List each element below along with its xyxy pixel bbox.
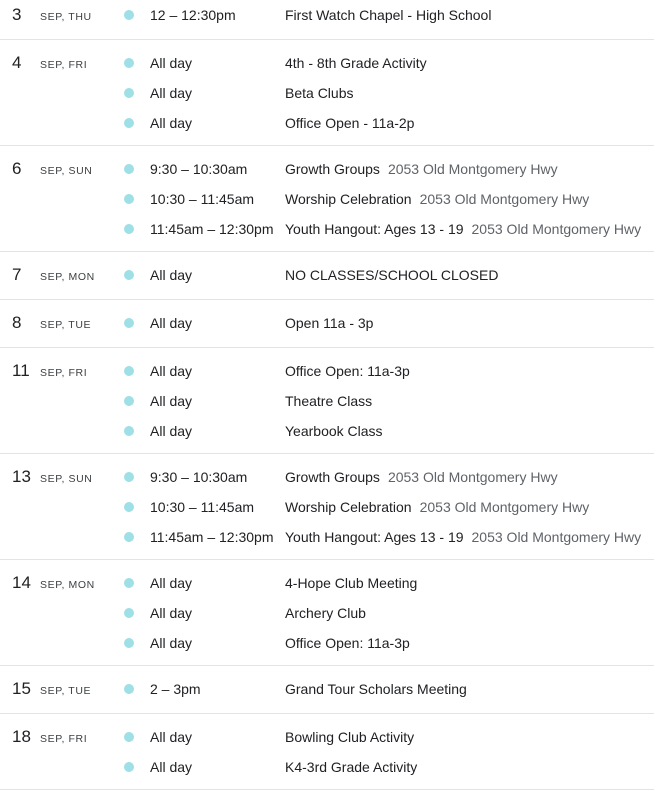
day-number: 8 (12, 313, 22, 332)
event-title: Office Open - 11a-2p (285, 115, 415, 131)
event-title: Worship Celebration (285, 191, 412, 207)
day-date (0, 722, 118, 782)
event-item[interactable] (118, 522, 654, 552)
event-item[interactable] (118, 492, 654, 522)
event-title: NO CLASSES/SCHOOL CLOSED (285, 267, 499, 283)
event-item[interactable] (118, 184, 654, 214)
day-events (118, 308, 654, 340)
event-time: All day (150, 315, 193, 331)
day-label: SEP, MON (40, 271, 95, 283)
event-color-dot-icon (124, 684, 134, 694)
event-color-dot-icon (124, 396, 134, 406)
day-group (0, 714, 654, 790)
event-item[interactable] (118, 568, 654, 598)
day-number: 3 (12, 5, 22, 24)
event-location: 2053 Old Montgomery Hwy (471, 529, 642, 545)
day-label: SEP, MON (40, 579, 95, 591)
event-item[interactable] (118, 386, 654, 416)
event-title: 4-Hope Club Meeting (285, 575, 418, 591)
day-date (0, 308, 118, 340)
day-date (0, 154, 118, 244)
day-group (0, 454, 654, 560)
day-number: 6 (12, 159, 22, 178)
day-number: 14 (12, 573, 31, 592)
event-location: 2053 Old Montgomery Hwy (471, 221, 642, 237)
event-title: Beta Clubs (285, 85, 354, 101)
day-date (0, 568, 118, 658)
day-events (118, 48, 654, 138)
event-time: 2 – 3pm (150, 681, 201, 697)
event-item[interactable] (118, 260, 654, 290)
event-time: 10:30 – 11:45am (150, 499, 255, 515)
event-time: All day (150, 363, 193, 379)
day-number: 7 (12, 265, 22, 284)
event-location: 2053 Old Montgomery Hwy (387, 469, 558, 485)
event-time: All day (150, 729, 193, 745)
day-number: 18 (12, 727, 31, 746)
day-date (0, 356, 118, 446)
event-color-dot-icon (124, 472, 134, 482)
event-time: All day (150, 115, 193, 131)
event-item[interactable] (118, 416, 654, 446)
event-time: 10:30 – 11:45am (150, 191, 255, 207)
event-time: All day (150, 575, 193, 591)
event-title: Youth Hangout: Ages 13 - 19 (285, 221, 464, 237)
event-title: Worship Celebration (285, 499, 412, 515)
event-color-dot-icon (124, 10, 134, 20)
event-item[interactable] (118, 214, 654, 244)
event-color-dot-icon (124, 578, 134, 588)
day-events (118, 674, 654, 706)
event-color-dot-icon (124, 608, 134, 618)
event-title: Office Open: 11a-3p (285, 635, 410, 651)
event-color-dot-icon (124, 270, 134, 280)
day-date (0, 0, 118, 32)
day-label: SEP, TUE (40, 319, 92, 331)
event-title: Open 11a - 3p (285, 315, 374, 331)
event-time: All day (150, 635, 193, 651)
event-time: 11:45am – 12:30pm (150, 529, 274, 545)
event-color-dot-icon (124, 164, 134, 174)
event-color-dot-icon (124, 732, 134, 742)
day-label: SEP, SUN (40, 473, 93, 485)
event-time: All day (150, 393, 193, 409)
event-item[interactable] (118, 598, 654, 628)
day-date (0, 260, 118, 292)
event-color-dot-icon (124, 118, 134, 128)
day-group (0, 146, 654, 252)
event-title: Growth Groups (285, 161, 380, 177)
day-number: 11 (12, 361, 30, 380)
event-item[interactable] (118, 0, 654, 30)
event-title: Youth Hangout: Ages 13 - 19 (285, 529, 464, 545)
day-events (118, 462, 654, 552)
day-date (0, 462, 118, 552)
day-events (118, 722, 654, 782)
event-item[interactable] (118, 628, 654, 658)
day-group (0, 0, 654, 40)
day-label: SEP, FRI (40, 367, 88, 379)
event-time: 9:30 – 10:30am (150, 469, 248, 485)
event-item[interactable] (118, 752, 654, 782)
event-item[interactable] (118, 356, 654, 386)
event-title: Yearbook Class (285, 423, 383, 439)
event-color-dot-icon (124, 532, 134, 542)
event-time: All day (150, 605, 193, 621)
day-group (0, 666, 654, 714)
day-number: 13 (12, 467, 31, 486)
event-time: 11:45am – 12:30pm (150, 221, 274, 237)
event-time: 12 – 12:30pm (150, 7, 236, 23)
event-time: All day (150, 267, 193, 283)
event-item[interactable] (118, 674, 654, 704)
event-title: Grand Tour Scholars Meeting (285, 681, 467, 697)
event-title: Office Open: 11a-3p (285, 363, 410, 379)
day-number: 4 (12, 53, 22, 72)
event-color-dot-icon (124, 638, 134, 648)
event-time: All day (150, 423, 193, 439)
day-date (0, 674, 118, 706)
day-events (118, 260, 654, 292)
event-item[interactable] (118, 462, 654, 492)
day-label: SEP, THU (40, 11, 92, 23)
day-date (0, 48, 118, 138)
event-item[interactable] (118, 108, 654, 138)
day-number: 15 (12, 679, 31, 698)
event-title: Bowling Club Activity (285, 729, 415, 745)
day-label: SEP, SUN (40, 165, 93, 177)
event-color-dot-icon (124, 366, 134, 376)
event-title: First Watch Chapel - High School (285, 7, 492, 23)
event-color-dot-icon (124, 426, 134, 436)
event-time: All day (150, 85, 193, 101)
event-color-dot-icon (124, 58, 134, 68)
day-group (0, 348, 654, 454)
event-color-dot-icon (124, 502, 134, 512)
event-item[interactable] (118, 308, 654, 338)
event-title: Theatre Class (285, 393, 373, 409)
event-color-dot-icon (124, 194, 134, 204)
event-title: Growth Groups (285, 469, 380, 485)
day-label: SEP, FRI (40, 733, 88, 745)
event-color-dot-icon (124, 762, 134, 772)
event-time: All day (150, 55, 193, 71)
event-item[interactable] (118, 722, 654, 752)
day-events (118, 154, 654, 244)
event-title: 4th - 8th Grade Activity (285, 55, 427, 71)
event-item[interactable] (118, 154, 654, 184)
day-events (118, 356, 654, 446)
day-group (0, 252, 654, 300)
event-item[interactable] (118, 78, 654, 108)
day-label: SEP, FRI (40, 59, 88, 71)
day-group (0, 560, 654, 666)
event-item[interactable] (118, 48, 654, 78)
event-time: All day (150, 759, 193, 775)
event-color-dot-icon (124, 224, 134, 234)
event-color-dot-icon (124, 88, 134, 98)
event-color-dot-icon (124, 318, 134, 328)
day-events (118, 0, 654, 32)
event-title: K4-3rd Grade Activity (285, 759, 418, 775)
day-group (0, 40, 654, 146)
event-time: 9:30 – 10:30am (150, 161, 248, 177)
event-location: 2053 Old Montgomery Hwy (419, 499, 590, 515)
event-location: 2053 Old Montgomery Hwy (387, 161, 558, 177)
event-title: Archery Club (285, 605, 366, 621)
day-events (118, 568, 654, 658)
day-label: SEP, TUE (40, 685, 92, 697)
day-group (0, 300, 654, 348)
event-location: 2053 Old Montgomery Hwy (419, 191, 590, 207)
